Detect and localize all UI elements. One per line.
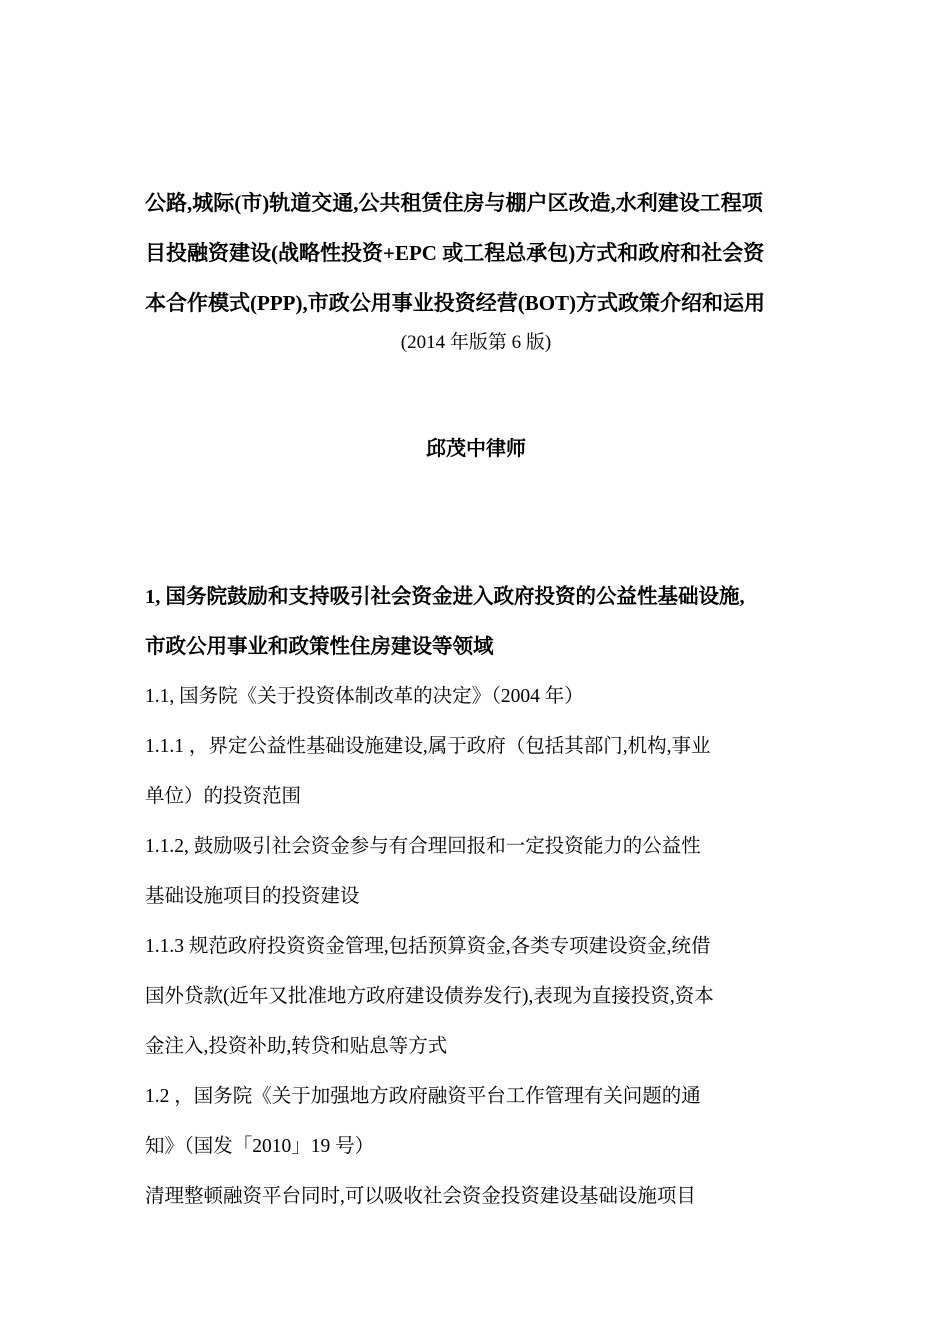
body-line: 单位）的投资范围: [145, 786, 302, 807]
body-line: 1.2 ，国务院《关于加强地方政府融资平台工作管理有关问题的通: [145, 1086, 701, 1107]
body-line: 1.1.2, 鼓励吸引社会资金参与有合理回报和一定投资能力的公益性: [145, 836, 701, 857]
author-name: 邱茂中律师: [426, 438, 526, 460]
body-line: 清理整顿融资平台同时,可以吸收社会资金投资建设基础设施项目: [145, 1186, 696, 1207]
body-line: 1.1.3 规范政府投资资金管理,包括预算资金,各类专项建设资金,统借: [145, 936, 711, 957]
body-line: 国外贷款(近年又批准地方政府建设债券发行),表现为直接投资,资本: [145, 986, 714, 1007]
document-page: [145, 178, 807, 1207]
body-line: 基础设施项目的投资建设: [145, 886, 360, 907]
body-line: 1.1.1 ，界定公益性基础设施建设,属于政府（包括其部门,机构,事业: [145, 736, 711, 757]
title-line-2: 目投融资建设(战略性投资+EPC 或工程总承包)方式和政府和社会资: [145, 241, 765, 265]
title-line-1: 公路,城际(市)轨道交通,公共租赁住房与棚户区改造,水利建设工程项: [145, 191, 763, 215]
title-line-3: 本合作模式(PPP),市政公用事业投资经营(BOT)方式政策介绍和运用: [145, 291, 766, 315]
section-heading-line: 1, 国务院鼓励和支持吸引社会资金进入政府投资的公益性基础设施,: [145, 586, 745, 608]
document-title: [145, 178, 807, 328]
section-heading-line: 市政公用事业和政策性住房建设等领域: [145, 636, 494, 658]
body-line: 知》（国发「2010」19 号）: [145, 1136, 375, 1157]
body-line: 1.1, 国务院《关于投资体制改革的决定》（2004 年）: [145, 686, 584, 707]
edition-note: (2014 年版第 6 版): [400, 332, 552, 353]
body-text: [145, 582, 807, 1232]
body-line: 金注入,投资补助,转贷和贴息等方式: [145, 1036, 448, 1057]
